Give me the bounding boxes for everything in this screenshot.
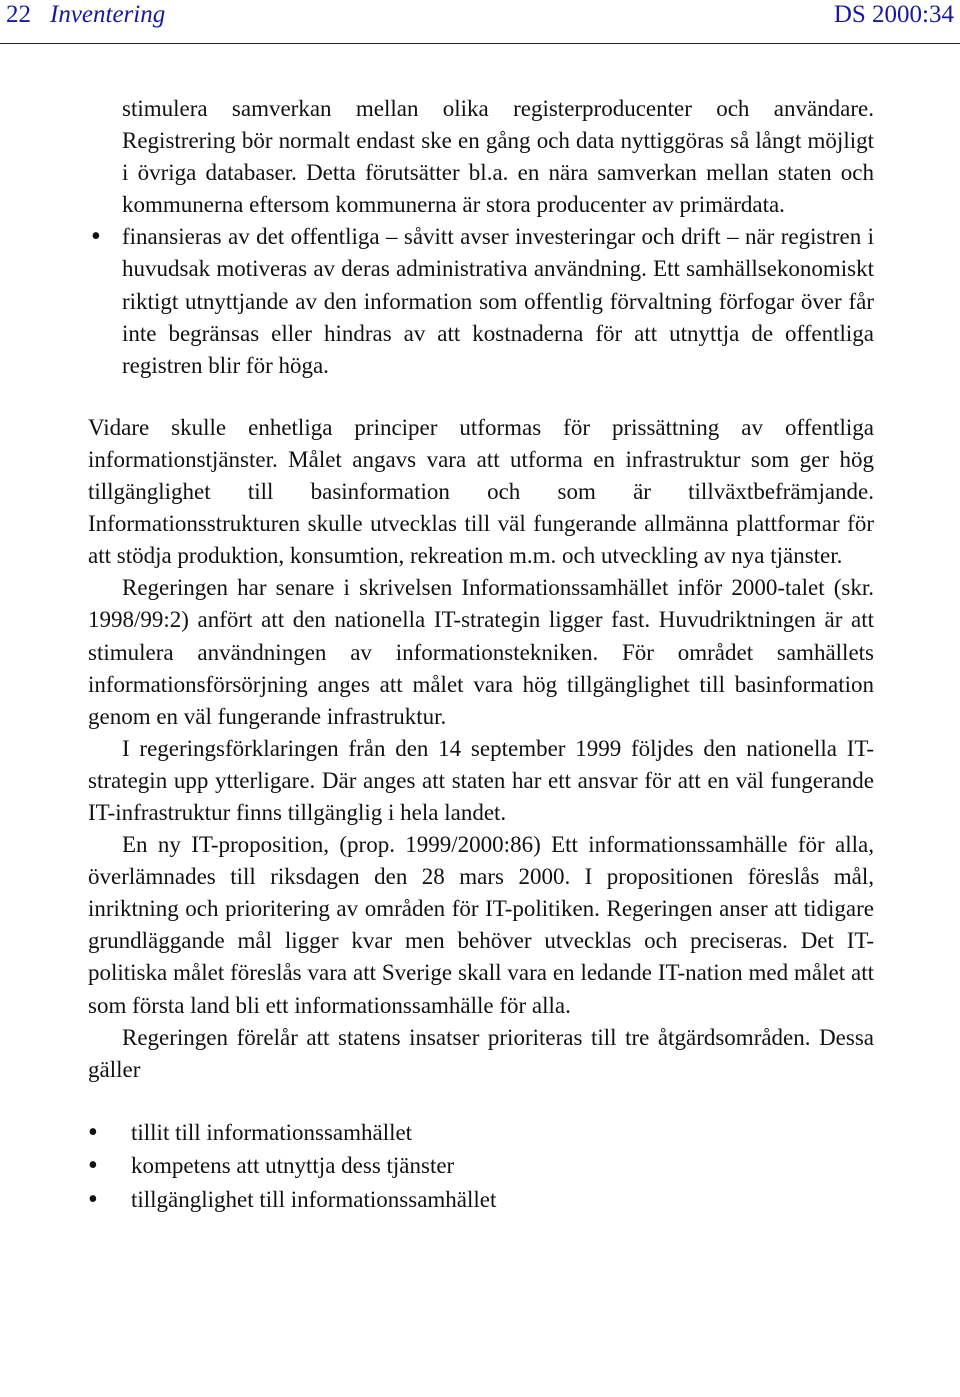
header-divider	[0, 43, 960, 44]
page-header	[0, 0, 960, 32]
document-reference: DS 2000:34	[833, 1, 954, 28]
priority-areas-list	[88, 1116, 874, 1217]
paragraph: Regeringen har senare i skrivelsen Informationssamhället inför 2000-talet (skr. 1998/99:2) anfört att den nationella IT-strategin ligger fast. Huvudriktningen är att stimulera användningen av informationstekniken. För området samhällets informationsförsörjning anges att målet vara hög tillgänglighet till basinformation genom en väl fungerande infrastruktur.	[88, 575, 874, 729]
page-number: 22	[6, 1, 31, 28]
list-item-text: kompetens att utnyttja dess tjänster	[131, 1153, 455, 1179]
continuation-text: stimulera samverkan mellan olika registerproducenter och användare. Registrering bör normalt endast ske en gång och data nyttiggöras så långt möjligt i övriga databaser. Detta förutsätter bl.a. en nära samverkan mellan staten och kommunerna eftersom kommunerna är stora producenter av primärdata.	[122, 96, 874, 218]
bullet-icon	[88, 1183, 98, 1218]
list-item	[122, 221, 874, 381]
bullet-text: finansieras av det offentliga – såvitt avser investeringar och drift – när registren i huvudsak motiveras av deras administrativa användning. Ett samhällsekonomiskt riktigt utnyttjande av den information som offentlig förvaltning förfogar över får inte begränsas eller hindras av att kostnaderna för att utnyttja de offentliga registren blir för höga.	[122, 224, 874, 378]
list-item	[131, 1149, 874, 1183]
list-item	[131, 1116, 874, 1150]
paragraph: Vidare skulle enhetliga principer utformas för prissättning av offentliga informationstjänster. Målet angavs vara att utforma en infrastruktur som ger hög tillgänglighet till basinformation och som är tillväxtbefrämjande. Informationsstrukturen skulle utvecklas till väl fungerande allmänna plattformar för att stödja produktion, konsumtion, rekreation m.m. och utveckling av nya tjänster.	[88, 414, 874, 569]
section-title: Inventering	[50, 1, 166, 28]
bullet-icon	[88, 1116, 98, 1151]
list-item	[131, 1183, 874, 1217]
list-item-text: tillit till informationssamhället	[131, 1119, 413, 1145]
paragraph: Regeringen förelår att statens insatser prioriteras till tre åtgärdsområden. Dessa gäller	[88, 1024, 874, 1082]
bullet-icon	[88, 1149, 98, 1184]
paragraph: En ny IT-proposition, (prop. 1999/2000:86) Ett informationssamhälle för alla, överlämnades till riksdagen den 28 mars 2000. I propositionen föreslås mål, inriktning och prioritering av områden för IT-politiken. Regeringen anser att tidigare grundläggande mål ligger kvar men behöver utvecklas och preciseras. Det IT-politiska målet föreslås vara att Sverige skall vara en ledande IT-nation med målet att som första land bli ett informationssamhälle för alla.	[88, 832, 874, 1018]
bullet-icon	[91, 221, 101, 254]
page-body	[88, 93, 874, 1216]
bullet-continuation	[88, 93, 874, 221]
bullet-list	[88, 221, 874, 381]
paragraph: I regeringsförklaringen från den 14 september 1999 följdes den nationella IT-strategin upp ytterligare. Där anges att staten har ett ansvar för att en väl fungerande IT-infrastruktur finns tillgänglig i hela landet.	[88, 735, 874, 825]
list-item-text: tillgänglighet till informationssamhället	[131, 1186, 497, 1212]
